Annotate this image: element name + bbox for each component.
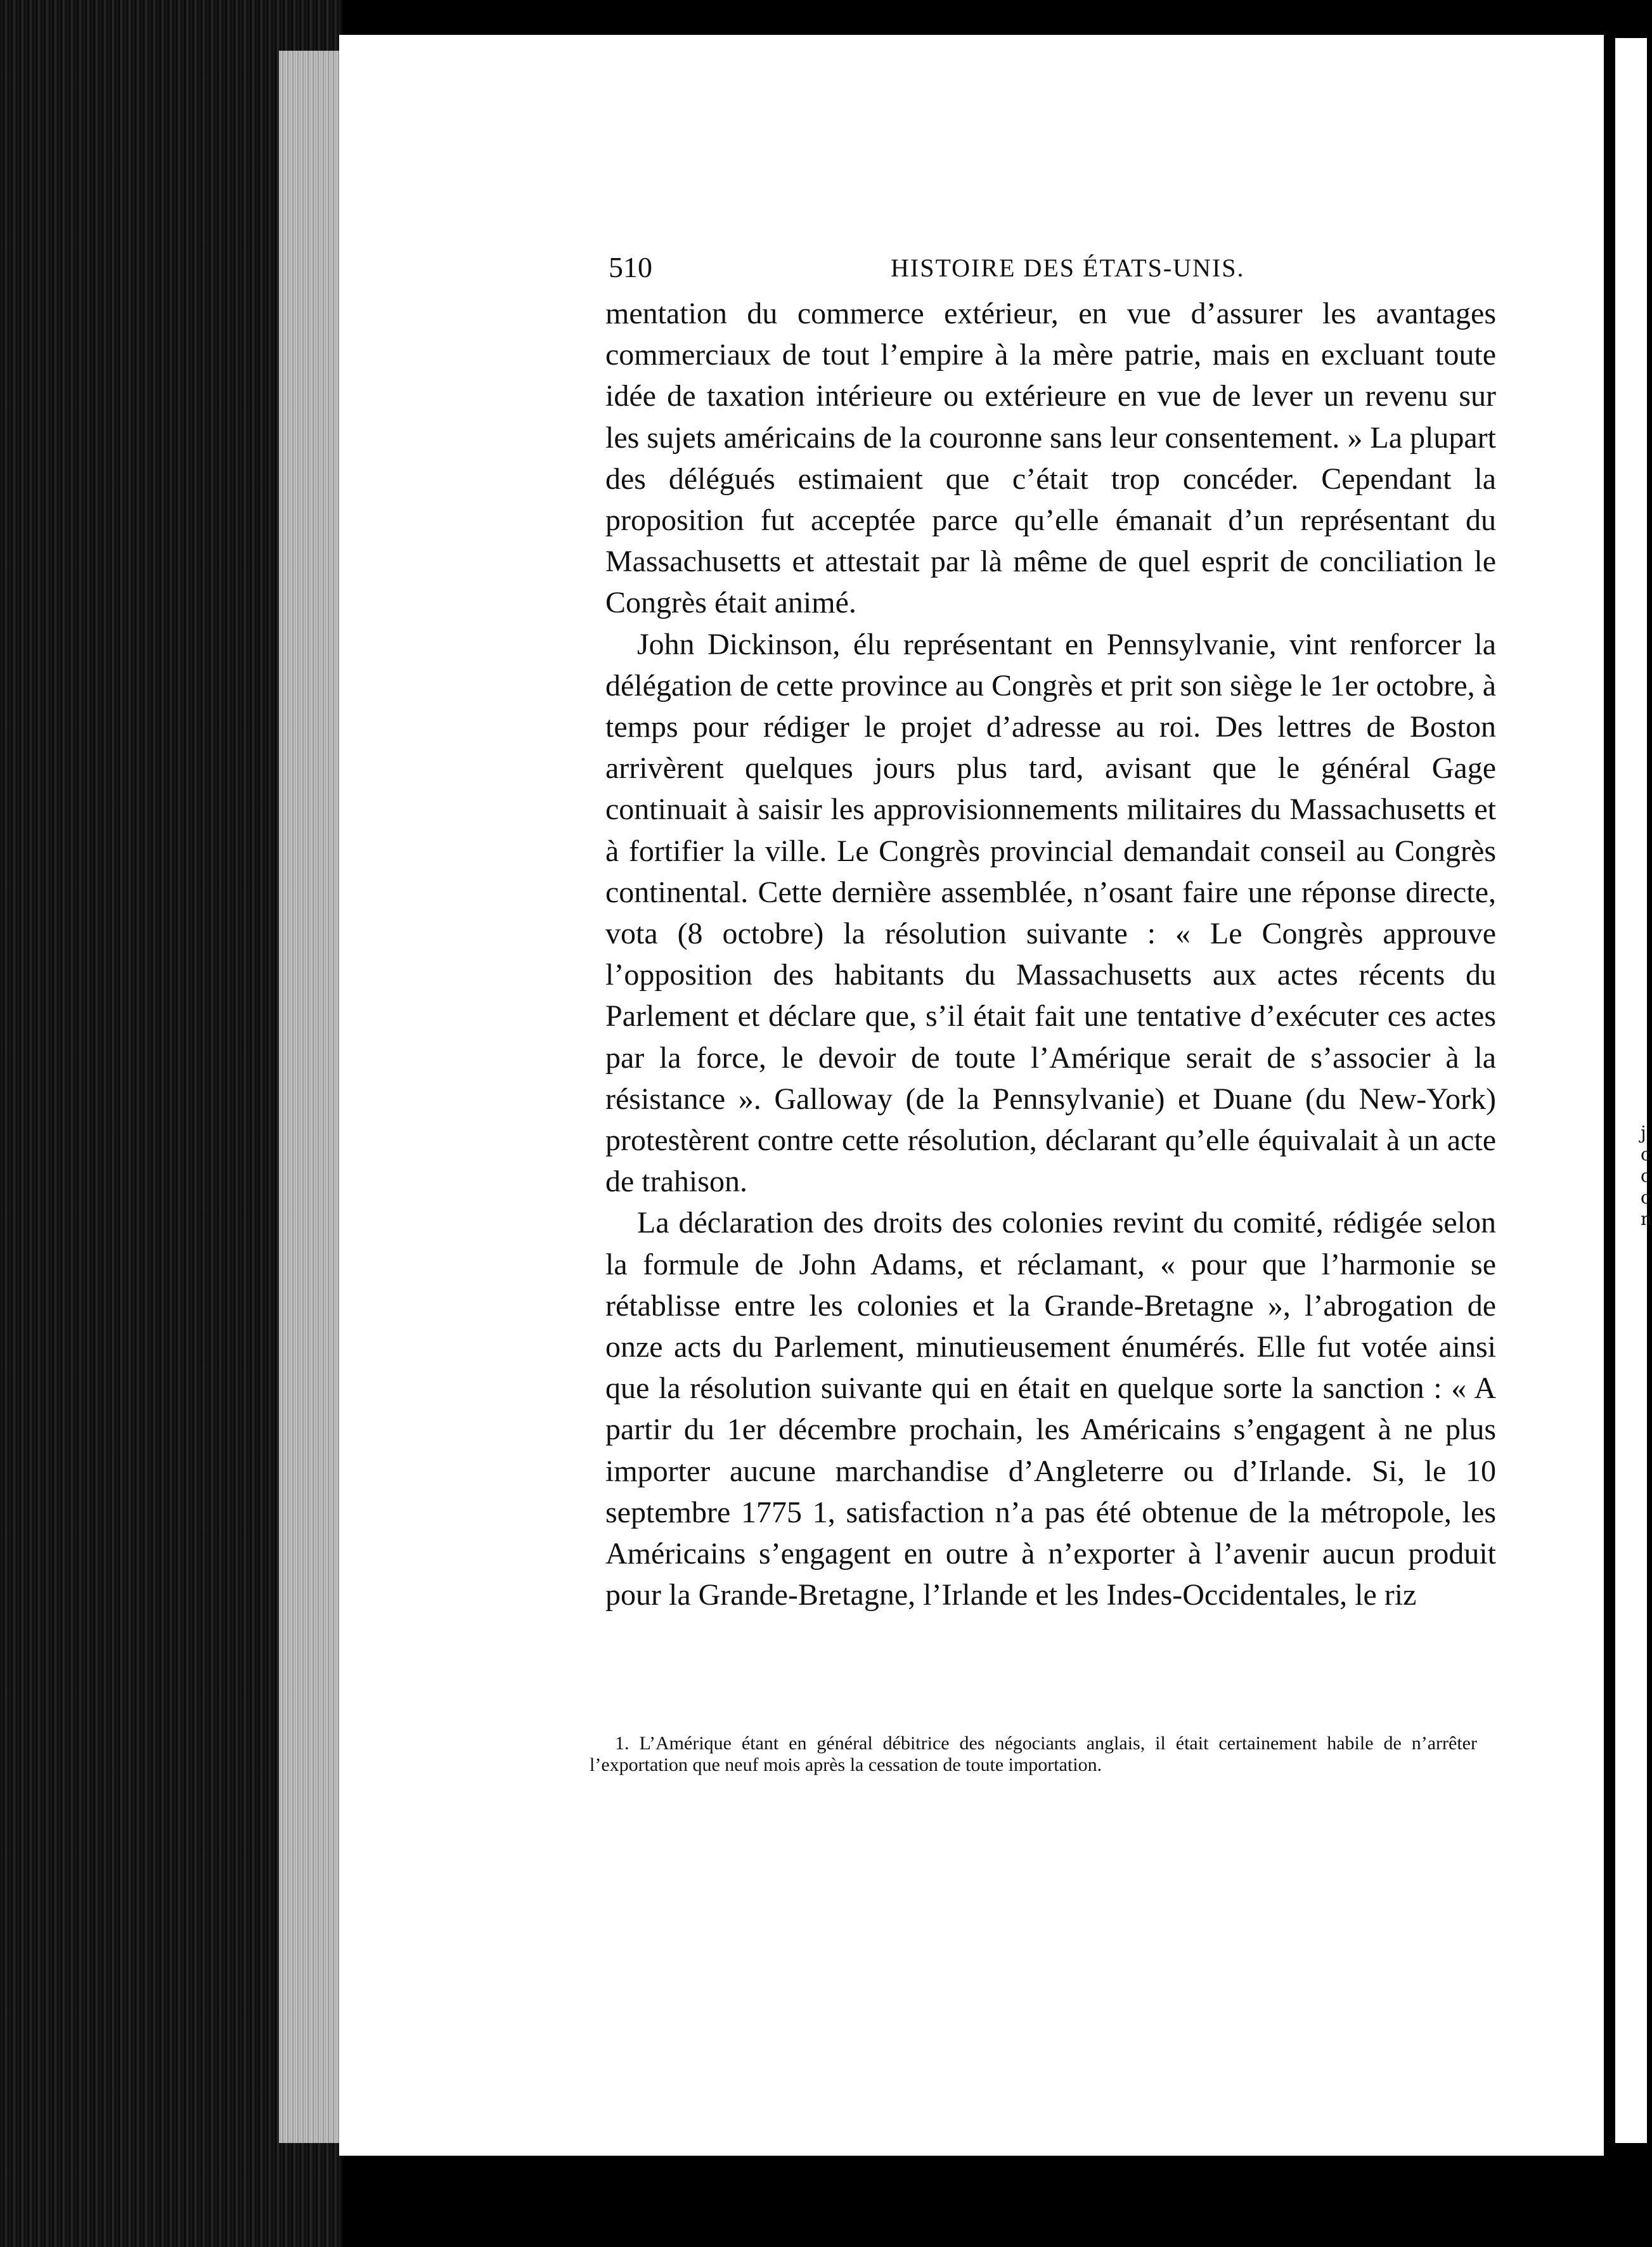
paragraph: mentation du commerce extérieur, en vue d’assurer les avantages commerciaux de tout l’empire à la mère patrie, mais en excluant toute idée de taxation intérieure ou extérieure en vue de lever un revenu sur les sujets américains de la couronne sans leur consentement. » La plupart des délégués estimaient que c’était trop concéder. Cependant la proposition fut acceptée parce qu’elle émanait d’un représentant du Massachusetts et attestait par là même de quel esprit de conciliation le Congrès était animé. (605, 297, 1496, 620)
footnote: 1. L’Amérique étant en général débitrice des négociants anglais, il était certainement habile de n’arrêter l’exportation que neuf mois après la cessation de toute importation. (590, 1733, 1477, 1775)
next-page-edge (1615, 38, 1652, 2143)
paragraph: La déclaration des droits des colonies revint du comité, rédigée selon la formule de John Adams, et réclamant, « pour que l’harmonie se rétablisse entre les colonies et la Grande-Bretagne », l’abrogation de onze acts du Parlement, minutieusement énumérés. Elle fut votée ainsi que la résolution suivante qui en était en quelque sorte la sanction : « A partir du 1er décembre prochain, les Américains s’engagent à ne plus importer aucune marchandise d’Angleterre ou d’Irlande. Si, le 10 septembre 1775 1, satisfaction n’a pas été obtenue de la métropole, les Américains s’engagent en outre à n’exporter à l’avenir aucun produit pour la Grande-Bretagne, l’Irlande et les Indes-Occidentales, le riz (605, 1206, 1496, 1612)
next-page-letter: c (1641, 1144, 1651, 1165)
page-stack (279, 51, 342, 2143)
running-title: HISTOIRE DES ÉTATS-UNIS. (891, 254, 1245, 282)
next-page-letter: j (1641, 1122, 1646, 1143)
next-page-letter: c (1641, 1165, 1651, 1186)
next-page-letters (1641, 1122, 1652, 1230)
page-header (609, 250, 1490, 288)
body-text (605, 293, 1496, 1616)
page-number: 510 (609, 251, 652, 283)
next-page-letter: c (1641, 1187, 1651, 1208)
paragraph: John Dickinson, élu représentant en Pennsylvanie, vint renforcer la délégation de cette province au Congrès et prit son siège le 1er octobre, à temps pour rédiger le projet d’adresse au roi. Des lettres de Boston arrivèrent quelques jours plus tard, avisant que le général Gage continuait à saisir les approvisionnements militaires du Massachusetts et à fortifier la ville. Le Congrès provincial demandait conseil au Congrès continental. Cette dernière assemblée, n’osant faire une réponse directe, vota (8 octobre) la résolution suivante : « Le Congrès approuve l’opposition des habitants du Massachusetts aux actes récents du Parlement et déclare que, s’il était fait une tentative d’exécuter ces actes par la force, le devoir de toute l’Amérique serait de s’associer à la résistance ». Galloway (de la Pennsylvanie) et Duane (du New-York) protestèrent contre cette résolution, déclarant qu’elle équivalait à un acte de trahison. (605, 627, 1496, 1199)
next-page-letter: n (1641, 1208, 1652, 1229)
